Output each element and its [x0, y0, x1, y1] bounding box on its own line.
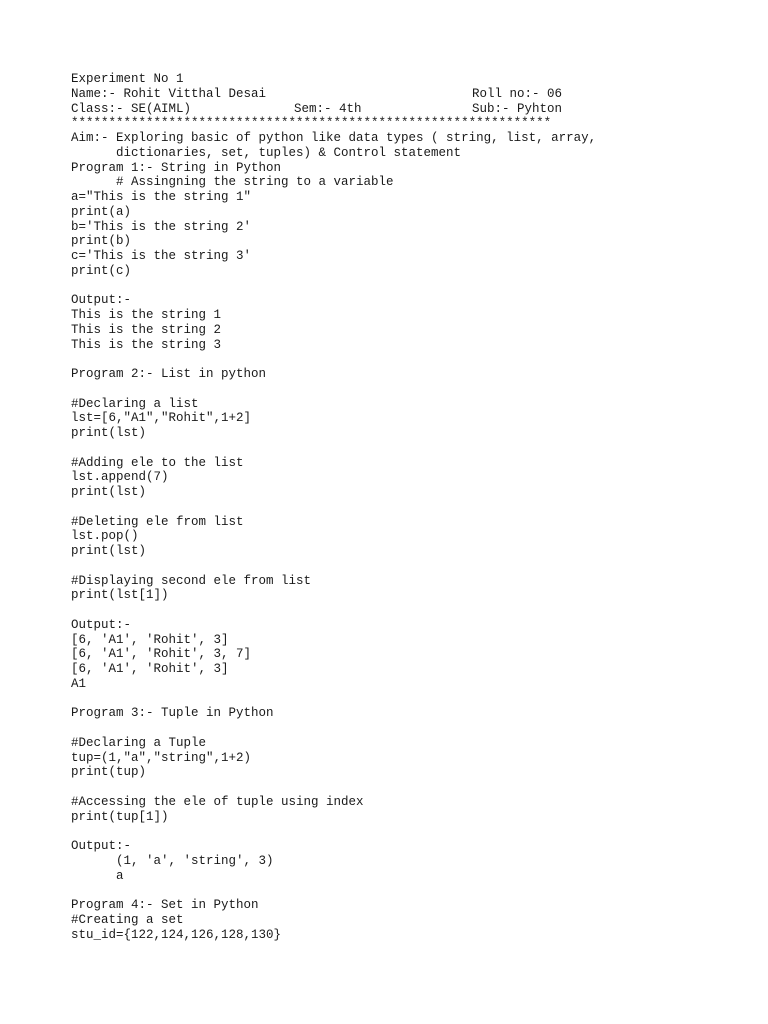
- blank-line: [71, 692, 751, 707]
- blank-line: [71, 279, 751, 294]
- text-line: lst.pop(): [71, 529, 139, 544]
- text-line: #Accessing the ele of tuple using index: [71, 794, 364, 809]
- text-line: #Displaying second ele from list: [71, 573, 312, 588]
- separator-line: ****************************************************************: [71, 116, 552, 131]
- blank-line: [71, 603, 751, 618]
- class-label: Class:- SE(AIML): [71, 101, 192, 116]
- document-body: [71, 131, 751, 942]
- text-line: print(lst): [71, 544, 147, 558]
- text-line: print(lst): [71, 485, 147, 499]
- text-line: stu_id={122,124,126,128,130}: [71, 927, 282, 942]
- text-line: Output:-: [71, 293, 132, 308]
- text-line: #Declaring a Tuple: [71, 735, 207, 750]
- text-line: # Assingning the string to a variable: [71, 175, 394, 190]
- text-line: lst.append(7): [71, 470, 169, 485]
- blank-line: [71, 721, 751, 736]
- blank-line: [71, 352, 751, 367]
- text-line: (1, 'a', 'string', 3): [71, 853, 274, 868]
- text-line: Output:-: [71, 617, 132, 632]
- text-line: print(c): [71, 263, 132, 278]
- text-line: c='This is the string 3': [71, 249, 252, 263]
- document-page: [71, 72, 751, 942]
- text-line: Program 4:- Set in Python: [71, 898, 259, 912]
- blank-line: [71, 500, 751, 515]
- text-line: #Adding ele to the list: [71, 455, 244, 470]
- student-name: Name:- Rohit Vitthal Desai: [71, 86, 267, 101]
- text-line: #Declaring a list: [71, 396, 199, 411]
- text-line: b='This is the string 2': [71, 219, 252, 234]
- text-line: print(a): [71, 204, 132, 219]
- text-line: print(b): [71, 234, 132, 249]
- text-line: Program 1:- String in Python: [71, 160, 282, 175]
- subject-label: Sub:- Pyhton: [472, 101, 563, 116]
- class-row: [71, 102, 751, 117]
- text-line: #Deleting ele from list: [71, 514, 244, 529]
- text-line: Program 2:- List in python: [71, 367, 267, 381]
- blank-line: [71, 780, 751, 795]
- blank-line: [71, 824, 751, 839]
- text-line: print(tup): [71, 765, 147, 780]
- name-row: [71, 87, 751, 102]
- blank-line: [71, 382, 751, 397]
- semester-label: Sem:- 4th: [294, 101, 362, 116]
- text-line: dictionaries, set, tuples) & Control statement: [71, 145, 462, 160]
- text-line: print(lst[1]): [71, 588, 169, 603]
- blank-line: [71, 883, 751, 898]
- text-line: This is the string 1: [71, 308, 222, 322]
- blank-line: [71, 441, 751, 456]
- text-line: print(tup[1]): [71, 809, 169, 824]
- text-line: Output:-: [71, 839, 132, 853]
- text-line: Aim:- Exploring basic of python like data types ( string, list, array,: [71, 131, 597, 145]
- text-line: a: [71, 868, 124, 883]
- text-line: tup=(1,"a","string",1+2): [71, 750, 252, 765]
- text-line: a="This is the string 1": [71, 190, 252, 204]
- roll-number: Roll no:- 06: [472, 86, 563, 101]
- text-line: Program 3:- Tuple in Python: [71, 706, 274, 721]
- text-line: [6, 'A1', 'Rohit', 3]: [71, 632, 229, 647]
- text-line: [6, 'A1', 'Rohit', 3]: [71, 662, 229, 676]
- text-line: [6, 'A1', 'Rohit', 3, 7]: [71, 647, 252, 662]
- text-line: A1: [71, 676, 87, 691]
- text-line: #Creating a set: [71, 912, 184, 927]
- text-line: This is the string 3: [71, 337, 222, 352]
- text-line: print(lst): [71, 426, 147, 440]
- text-line: This is the string 2: [71, 322, 222, 337]
- experiment-title: Experiment No 1: [71, 72, 184, 86]
- text-line: lst=[6,"A1","Rohit",1+2]: [71, 411, 252, 426]
- blank-line: [71, 559, 751, 574]
